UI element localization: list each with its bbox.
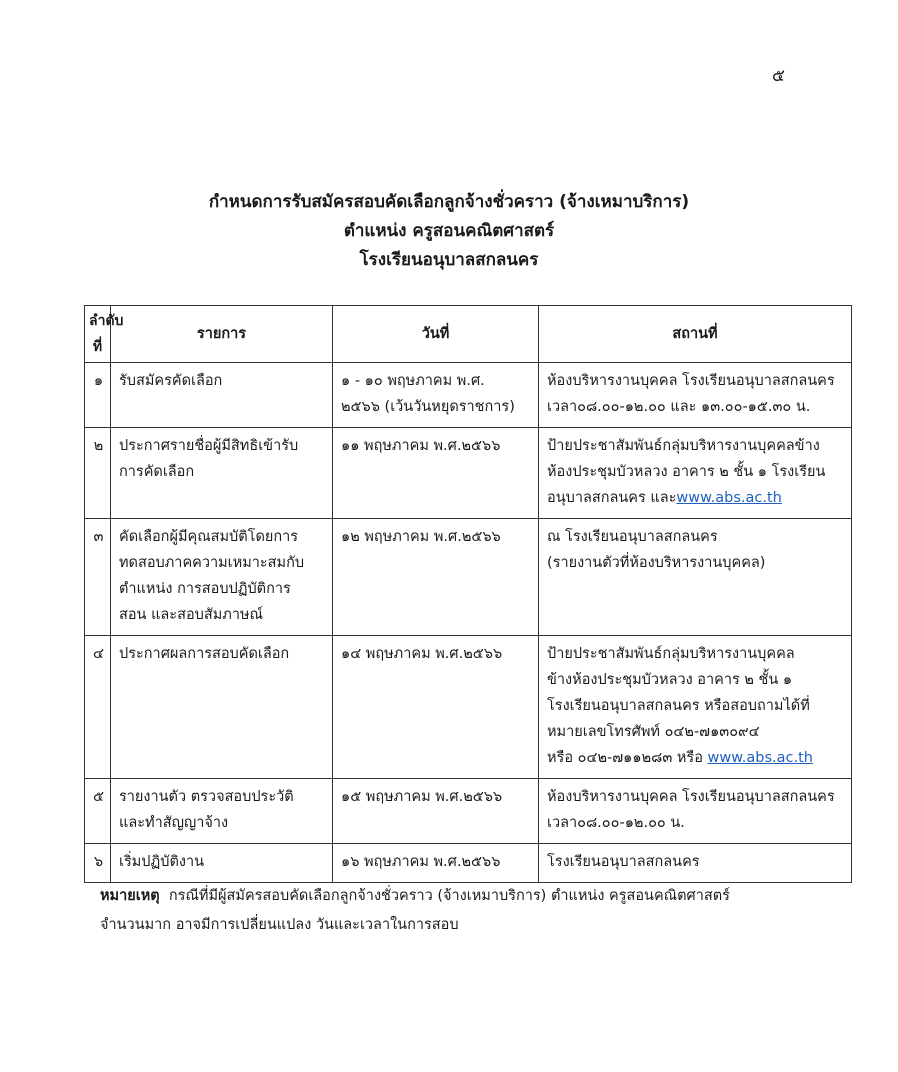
item-text: และทำสัญญาจ้าง — [119, 815, 229, 831]
place-line — [547, 433, 845, 459]
item-text: การคัดเลือก — [119, 464, 195, 480]
title-line-2: ตำแหน่ง ครูสอนคณิตศาสตร์ — [343, 221, 555, 241]
place-line — [547, 368, 845, 394]
date-text: ๑๖ พฤษภาคม พ.ศ.๒๕๖๖ — [341, 854, 501, 870]
table-row — [85, 636, 852, 779]
date-text: ๑๕ พฤษภาคม พ.ศ.๒๕๖๖ — [341, 789, 503, 805]
item-line — [119, 524, 326, 550]
place-text: อนุบาลสกลนคร และ — [547, 490, 677, 506]
item-text: รายงานตัว ตรวจสอบประวัติ — [119, 789, 294, 805]
header-no-line1: ลำดับ — [89, 313, 124, 329]
cell-date — [333, 363, 539, 428]
item-line — [119, 602, 326, 628]
date-line — [341, 784, 532, 810]
date-line — [341, 641, 532, 667]
footnote — [100, 882, 800, 940]
item-line — [119, 459, 326, 485]
footnote-line-1 — [100, 882, 800, 911]
cell-item — [111, 636, 333, 779]
footnote-label: หมายเหตุ — [100, 888, 160, 904]
cell-item — [111, 428, 333, 519]
item-text: ประกาศผลการสอบคัดเลือก — [119, 646, 290, 662]
row-number: ๕ — [85, 779, 111, 844]
item-line — [119, 550, 326, 576]
item-text: ทดสอบภาคความเหมาะสมกับ — [119, 555, 305, 571]
footnote-text-1: กรณีที่มีผู้สมัครสอบคัดเลือกลูกจ้างชั่วคราว (จ้างเหมาบริการ) ตำแหน่ง ครูสอนคณิตศาสตร์ — [168, 888, 730, 904]
date-line — [341, 524, 532, 550]
date-line — [341, 368, 532, 394]
place-line — [547, 745, 845, 771]
table-header-row — [85, 306, 852, 363]
header-no-line2: ที่ — [92, 339, 103, 355]
cell-place — [539, 636, 852, 779]
place-text: เวลา๐๘.๐๐-๑๒.๐๐ น. — [547, 815, 685, 831]
table-row — [85, 844, 852, 883]
row-number: ๔ — [85, 636, 111, 779]
row-number: ๓ — [85, 519, 111, 636]
table-row — [85, 519, 852, 636]
footnote-line-2: จำนวนมาก อาจมีการเปลี่ยนแปลง วันและเวลาในการสอบ — [100, 917, 459, 933]
cell-date — [333, 519, 539, 636]
date-text: ๑ - ๑๐ พฤษภาคม พ.ศ. — [341, 373, 485, 389]
place-text: ป้ายประชาสัมพันธ์กลุ่มบริหารงานบุคคล — [547, 646, 795, 662]
place-line — [547, 849, 845, 875]
item-text: สอน และสอบสัมภาษณ์ — [119, 607, 263, 623]
table-row — [85, 779, 852, 844]
item-text: รับสมัครคัดเลือก — [119, 373, 223, 389]
place-line — [547, 719, 845, 745]
website-link[interactable]: www.abs.ac.th — [676, 490, 782, 506]
page-number: ๕ — [772, 66, 785, 86]
item-text: เริ่มปฏิบัติงาน — [119, 854, 204, 870]
place-line — [547, 784, 845, 810]
place-text: ห้องบริหารงานบุคคล โรงเรียนอนุบาลสกลนคร — [547, 373, 835, 389]
place-text: ป้ายประชาสัมพันธ์กลุ่มบริหารงานบุคคลข้าง — [547, 438, 820, 454]
item-line — [119, 810, 326, 836]
cell-place — [539, 844, 852, 883]
place-line — [547, 641, 845, 667]
title-line-3: โรงเรียนอนุบาลสกลนคร — [359, 250, 539, 270]
place-text: ห้องประชุมบัวหลวง อาคาร ๒ ชั้น ๑ โรงเรียน — [547, 464, 826, 480]
date-line — [341, 433, 532, 459]
place-line — [547, 810, 845, 836]
place-line — [547, 550, 845, 576]
row-number: ๒ — [85, 428, 111, 519]
header-item: รายการ — [111, 306, 333, 363]
cell-item — [111, 844, 333, 883]
place-line — [547, 394, 845, 420]
place-text: (รายงานตัวที่ห้องบริหารงานบุคคล) — [547, 555, 766, 571]
cell-date — [333, 636, 539, 779]
place-line — [547, 459, 845, 485]
place-text: ข้างห้องประชุมบัวหลวง อาคาร ๒ ชั้น ๑ — [547, 672, 793, 688]
place-text: โรงเรียนอนุบาลสกลนคร — [547, 854, 700, 870]
title-line-1: กำหนดการรับสมัครสอบคัดเลือกลูกจ้างชั่วคราว (จ้างเหมาบริการ) — [208, 192, 690, 212]
cell-date — [333, 844, 539, 883]
place-line — [547, 485, 845, 511]
date-text: ๑๔ พฤษภาคม พ.ศ.๒๕๖๖ — [341, 646, 503, 662]
item-text: ประกาศรายชื่อผู้มีสิทธิเข้ารับ — [119, 438, 299, 454]
place-text: หมายเลขโทรศัพท์ ๐๔๒-๗๑๓๐๙๔ — [547, 724, 760, 740]
item-line — [119, 368, 326, 394]
date-text: ๑๒ พฤษภาคม พ.ศ.๒๕๖๖ — [341, 529, 501, 545]
date-line — [341, 394, 532, 420]
schedule-table — [84, 305, 852, 883]
cell-date — [333, 428, 539, 519]
cell-item — [111, 519, 333, 636]
cell-place — [539, 779, 852, 844]
item-text: คัดเลือกผู้มีคุณสมบัติโดยการ — [119, 529, 299, 545]
item-line — [119, 849, 326, 875]
cell-item — [111, 363, 333, 428]
header-date: วันที่ — [333, 306, 539, 363]
place-text: เวลา๐๘.๐๐-๑๒.๐๐ และ ๑๓.๐๐-๑๕.๓๐ น. — [547, 399, 811, 415]
item-text: ตำแหน่ง การสอบปฏิบัติการ — [119, 581, 291, 597]
date-line — [341, 849, 532, 875]
table-row — [85, 428, 852, 519]
header-place: สถานที่ — [539, 306, 852, 363]
date-text: ๑๑ พฤษภาคม พ.ศ.๒๕๖๖ — [341, 438, 501, 454]
item-line — [119, 576, 326, 602]
place-line — [547, 693, 845, 719]
place-text: ห้องบริหารงานบุคคล โรงเรียนอนุบาลสกลนคร — [547, 789, 835, 805]
table-row — [85, 363, 852, 428]
date-text: ๒๕๖๖ (เว้นวันหยุดราชการ) — [341, 399, 515, 415]
cell-place — [539, 519, 852, 636]
item-line — [119, 784, 326, 810]
place-text: หรือ ๐๔๒-๗๑๑๒๘๓ หรือ — [547, 750, 708, 766]
place-text: โรงเรียนอนุบาลสกลนคร หรือสอบถามได้ที่ — [547, 698, 810, 714]
item-line — [119, 433, 326, 459]
place-text: ณ โรงเรียนอนุบาลสกลนคร — [547, 529, 718, 545]
row-number: ๖ — [85, 844, 111, 883]
cell-date — [333, 779, 539, 844]
cell-item — [111, 779, 333, 844]
cell-place — [539, 363, 852, 428]
document-title — [0, 188, 898, 275]
website-link[interactable]: www.abs.ac.th — [707, 750, 813, 766]
place-line — [547, 667, 845, 693]
row-number: ๑ — [85, 363, 111, 428]
cell-place — [539, 428, 852, 519]
place-line — [547, 524, 845, 550]
header-no — [85, 306, 124, 363]
item-line — [119, 641, 326, 667]
